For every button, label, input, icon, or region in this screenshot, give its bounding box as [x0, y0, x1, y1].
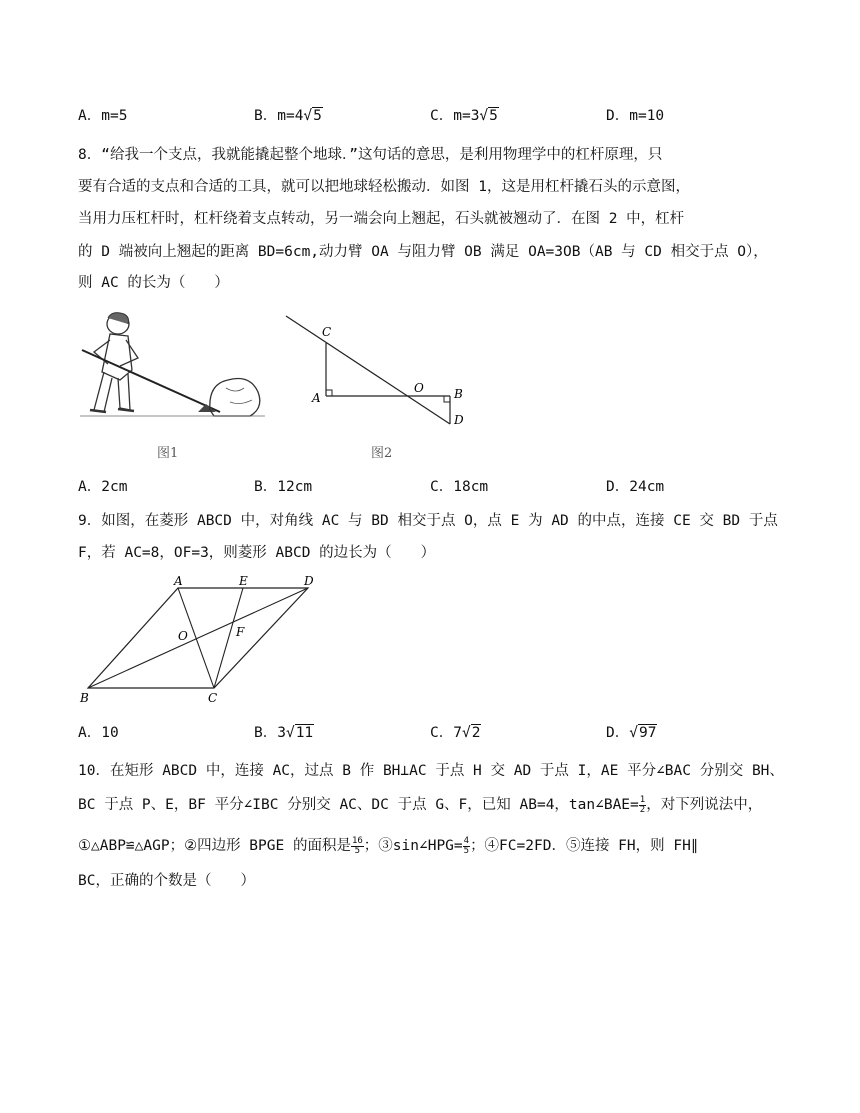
q8-option-a: A．2cm	[78, 479, 128, 495]
q10-line-1: 10．在矩形 ABCD 中，连接 AC，过点 B 作 BH⊥AC 于点 H 交 AD 于点 I，AE 平分∠BAC 分别交 BH、	[78, 763, 784, 779]
label-b: B	[454, 387, 463, 401]
q8-line-3: 当用力压杠杆时，杠杆绕着支点转动，另一端会向上翘起，石头就被翘动了．在图 2 中，杠杆	[78, 211, 685, 227]
label-e: E	[239, 574, 248, 588]
label-o: O	[178, 629, 188, 643]
q9-option-d: D．√97	[606, 725, 657, 741]
label-a: A	[312, 391, 321, 405]
q9-option-b: B．3√11	[254, 725, 314, 741]
q8-line-4: 的 D 端被向上翘起的距离 BD=6cm,动力臂 OA 与阻力臂 OB 满足 OA=3OB（AB 与 CD 相交于点 O），	[78, 244, 768, 260]
label-b: B	[80, 691, 89, 705]
fraction-one-half: $\frac{1}{2}$	[639, 794, 646, 815]
label-f: F	[236, 625, 245, 639]
q8-option-c: C．18cm	[430, 479, 489, 495]
q7-option-c: C．m=3√5	[430, 108, 498, 124]
q9-line-1: 9．如图，在菱形 ABCD 中，对角线 AC 与 BD 相交于点 O，点 E 为 AD 的中点，连接 CE 交 BD 于点	[78, 513, 778, 529]
fraction-sixteen-fifths: $\frac{16}{5}$	[351, 835, 363, 856]
q7-option-b: B．m=4√5	[254, 108, 322, 124]
q9-option-a: A．10	[78, 725, 119, 741]
label-d: D	[454, 413, 464, 427]
figure-rhombus-diagram	[78, 572, 328, 712]
fraction-four-fifths: $\frac{4}{5}$	[463, 835, 470, 856]
q8-line-2: 要有合适的支点和合适的工具，就可以把地球轻松搬动．如图 1，这是用杠杆撬石头的示意图，	[78, 179, 690, 195]
q8-option-b: B．12cm	[254, 479, 313, 495]
figure-1-lever-illustration	[80, 312, 265, 424]
label-c: C	[322, 325, 332, 339]
q10-line-2: BC 于点 P、E，BF 平分∠IBC 分别交 AC、DC 于点 G、F，已知 AB=4，tan∠BAE= $\frac{1}{2}$ ，对下列说法中，	[78, 794, 763, 815]
label-o: O	[414, 381, 424, 395]
q8-line-5: 则 AC 的长为（ ）	[78, 275, 229, 291]
label-d: D	[304, 574, 314, 588]
q8-line-1: 8．“给我一个支点，我就能撬起整个地球．”这句话的意思，是利用物理学中的杠杆原理，只	[78, 147, 663, 163]
q7-option-a: A．m=5	[78, 108, 128, 124]
label-c: C	[208, 691, 218, 705]
q8-option-d: D．24cm	[606, 479, 665, 495]
q10-line-3: ①△ABP≌△AGP；②四边形 BPGE 的面积是 $\frac{16}{5}$ ；③sin∠HPG= $\frac{4}{5}$ ；④FC=2FD．⑤连接 FH，则 FH∥	[78, 835, 699, 856]
figure-2-caption: 图2	[371, 446, 393, 461]
label-a: A	[174, 574, 183, 588]
q10-line-4: BC，正确的个数是（ ）	[78, 873, 255, 889]
figure-1-caption: 图1	[157, 446, 179, 461]
q7-option-d: D．m=10	[606, 108, 665, 124]
q9-option-c: C．7√2	[430, 725, 481, 741]
q9-line-2: F，若 AC=8，OF=3，则菱形 ABCD 的边长为（ ）	[78, 545, 436, 561]
figure-2-lever-diagram	[280, 310, 470, 430]
